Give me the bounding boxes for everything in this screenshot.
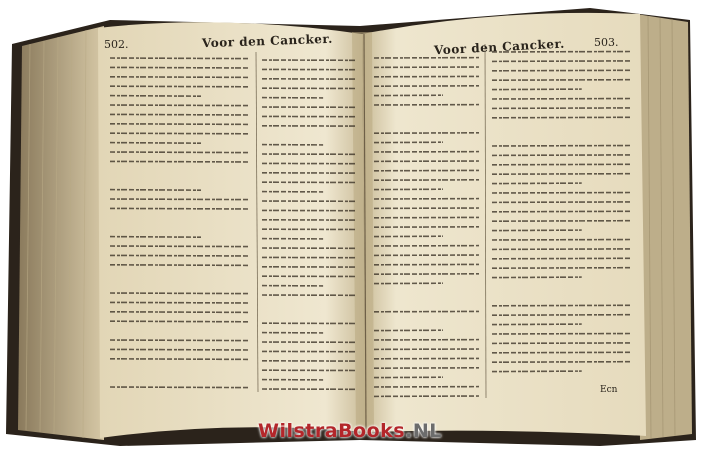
watermark-logo xyxy=(258,420,442,442)
watermark-brand: WilstraBooks xyxy=(258,420,406,442)
text-line xyxy=(492,80,630,81)
watermark-suffix: .NL xyxy=(405,420,442,442)
left-running-head: Voor den Cancker. xyxy=(201,31,334,51)
text-line xyxy=(492,211,630,212)
right-catchword: Ecn xyxy=(600,385,618,395)
text-line xyxy=(492,202,630,203)
text-line xyxy=(110,237,201,238)
text-line xyxy=(492,221,630,222)
text-line xyxy=(492,70,630,71)
text-line xyxy=(492,343,630,344)
text-line xyxy=(492,334,630,335)
text-line xyxy=(492,164,630,165)
text-line xyxy=(492,174,630,175)
text-line xyxy=(492,249,630,250)
left-page-edges xyxy=(18,26,104,440)
text-line xyxy=(492,99,630,100)
text-line xyxy=(492,268,630,269)
text-line xyxy=(492,258,630,259)
text-line xyxy=(492,305,630,306)
text-line xyxy=(492,108,630,109)
text-line xyxy=(492,193,630,194)
text-line xyxy=(492,155,630,156)
text-line xyxy=(492,315,630,316)
text-line xyxy=(492,352,630,353)
text-line xyxy=(492,146,630,147)
right-page-number: 503. xyxy=(594,36,619,49)
text-line xyxy=(110,96,201,97)
text-line xyxy=(492,240,630,241)
text-line xyxy=(110,190,201,191)
text-line xyxy=(492,117,630,118)
text-line xyxy=(110,143,201,144)
text-line xyxy=(492,362,630,363)
left-page xyxy=(98,22,366,438)
text-line xyxy=(492,61,630,62)
right-running-head: Voor den Cancker. xyxy=(433,36,566,58)
left-page-number: 502. xyxy=(104,38,129,51)
